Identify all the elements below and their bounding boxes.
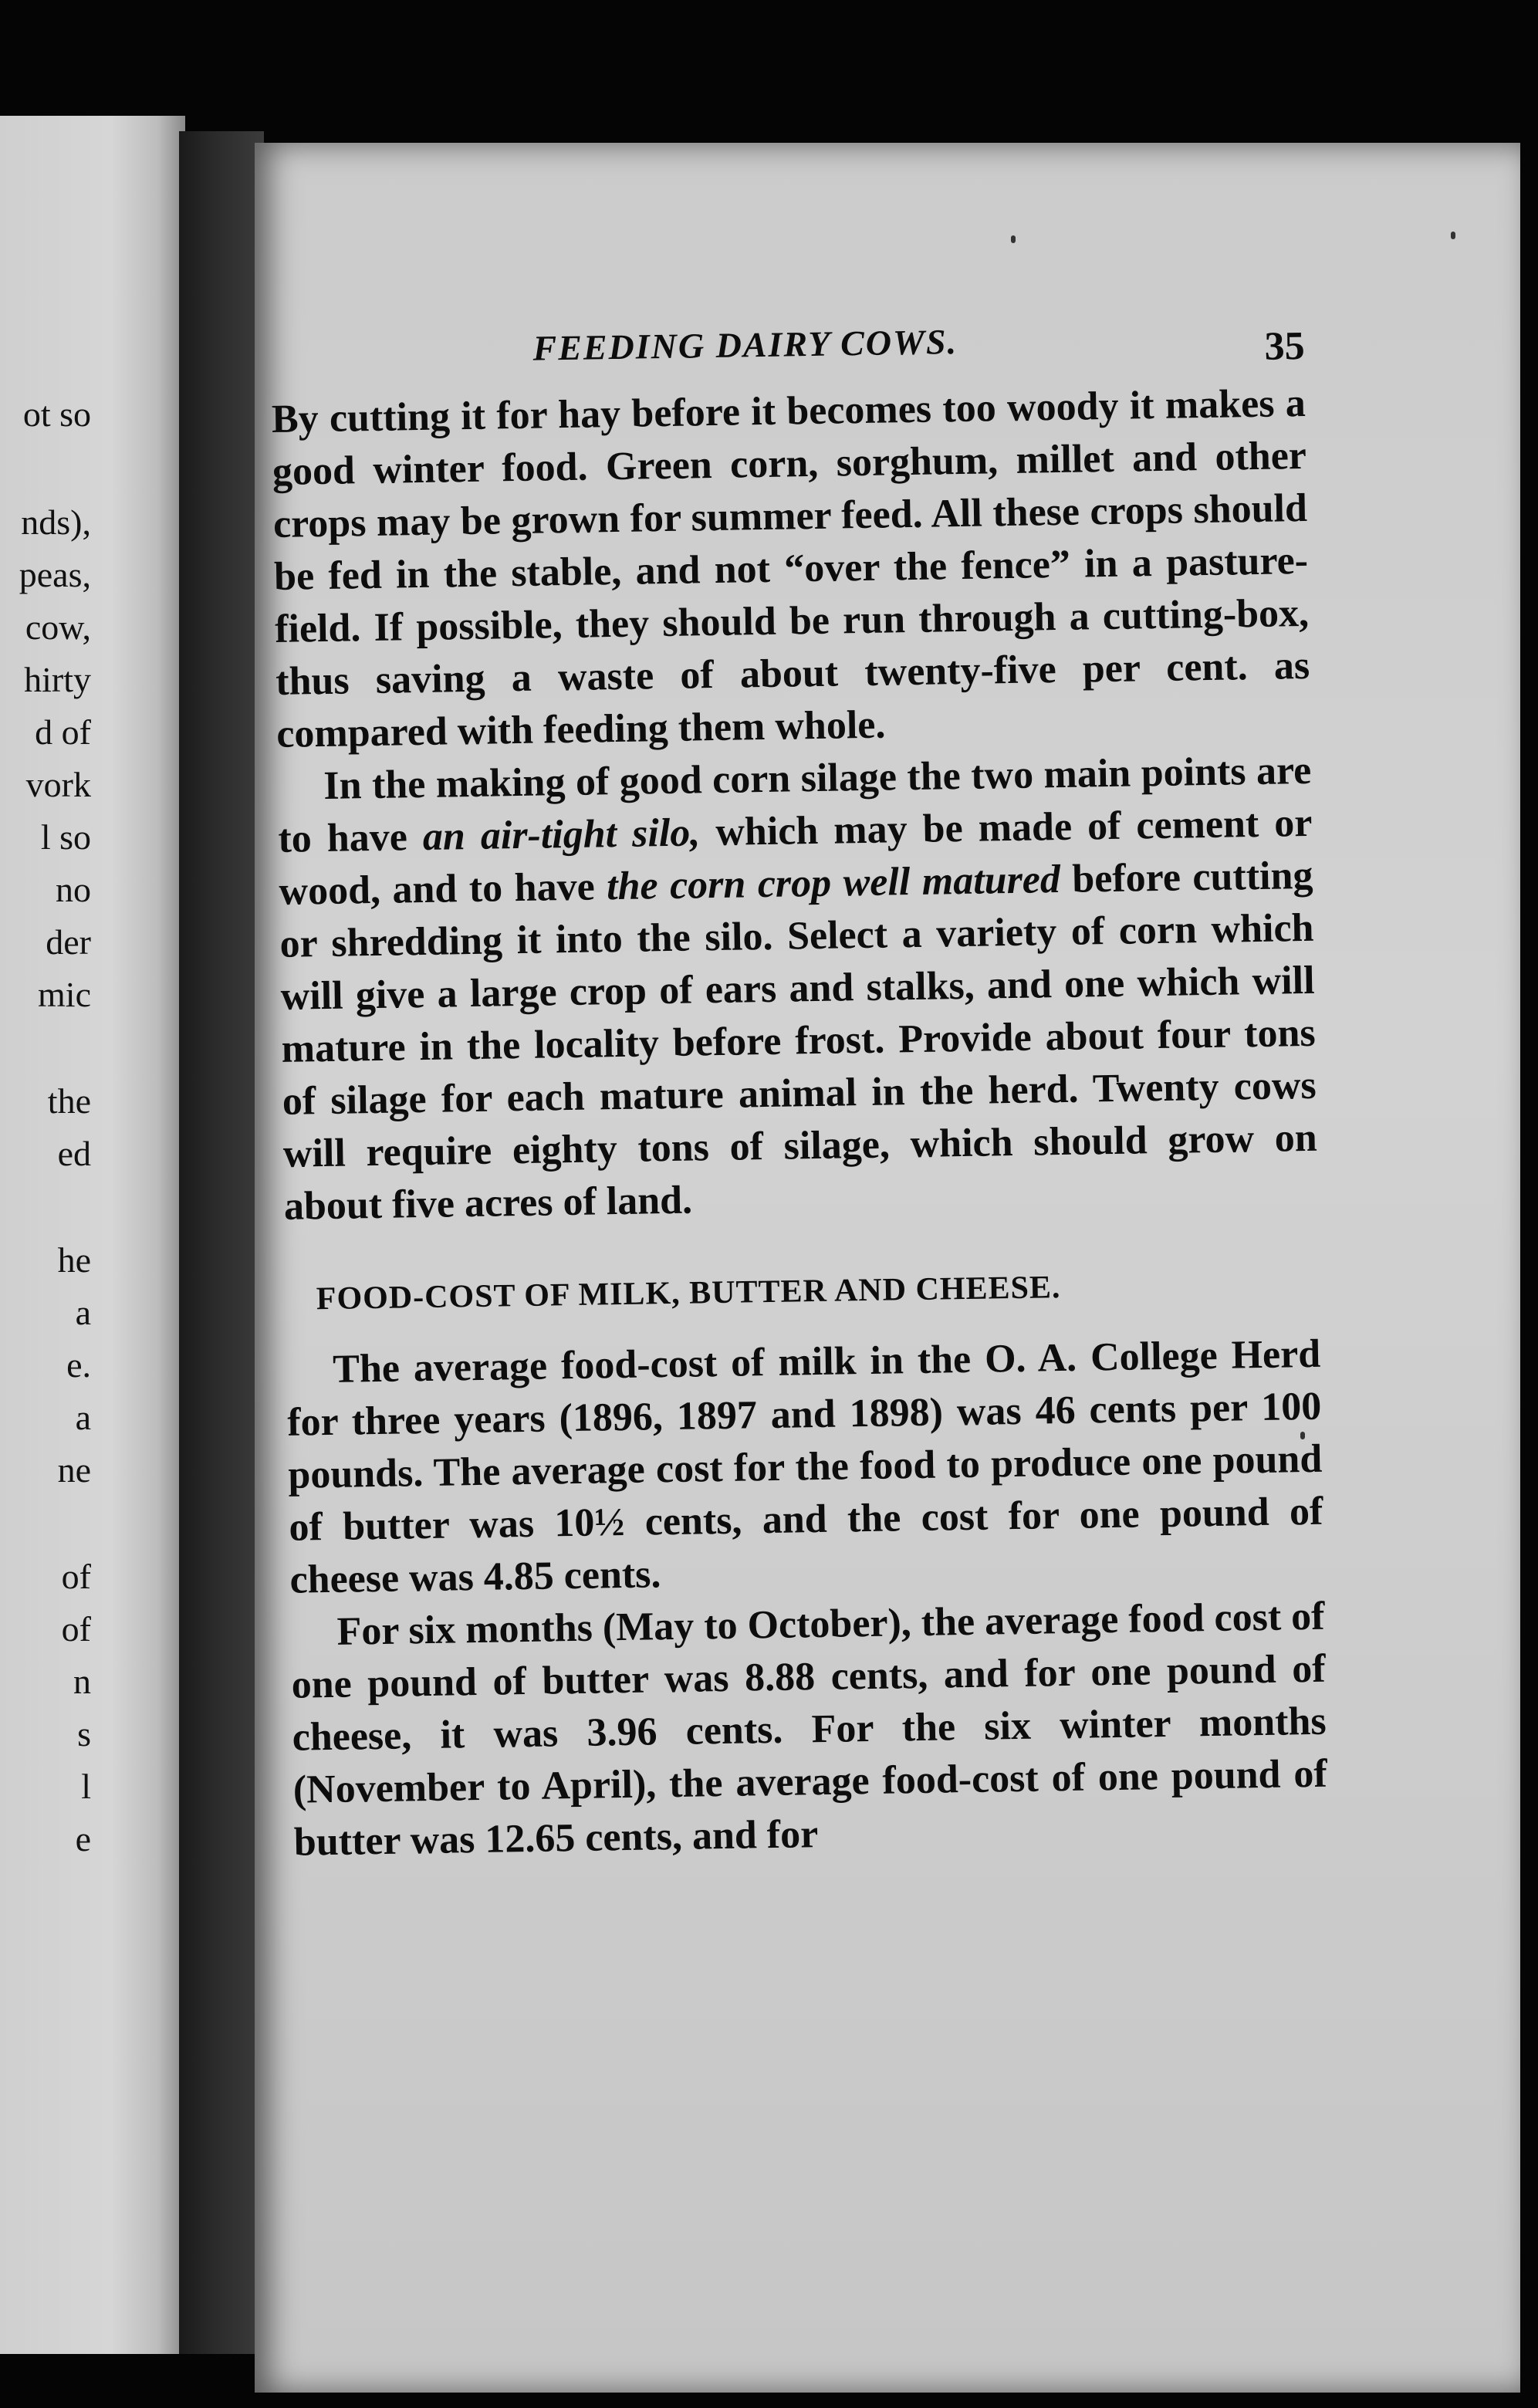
- left-fragment: l so: [40, 817, 91, 857]
- left-facing-page: [0, 116, 185, 2354]
- left-fragment: n: [73, 1662, 91, 1701]
- left-fragment: nds),: [21, 502, 91, 542]
- left-fragment: a: [75, 1398, 91, 1437]
- scan-speck: [1011, 235, 1016, 243]
- paragraph: By cutting it for hay before it becomes too woody it makes a good winter food. Green corn, sorghum, millet and other crops may be grown for summer feed. All these crops should be fed in the stable, and not “over the fence” in a pasture-field. If possible, they should be run through a cutting-box, thus saving a waste of about twenty-five per cent. as compared with feeding them whole.: [271, 380, 1310, 756]
- left-page-text-fragments: [0, 116, 185, 2354]
- left-fragment: ot so: [22, 394, 91, 434]
- left-fragment: hirty: [24, 660, 91, 699]
- left-fragment: vork: [25, 765, 91, 804]
- paragraph-text: In the making of good corn silage the two main points are to have: [278, 748, 1312, 861]
- left-fragment: the: [47, 1081, 91, 1121]
- section-heading: FOOD-COST OF MILK, BUTTER AND CHEESE.: [316, 1270, 1061, 1317]
- emphasis-text: the corn crop well matured: [606, 857, 1061, 909]
- scan-speck: [1451, 232, 1455, 239]
- page-number: 35: [1264, 323, 1306, 369]
- left-fragment: cow,: [25, 607, 91, 647]
- book-gutter-shadow: [179, 131, 264, 2354]
- left-fragment: ne: [57, 1450, 91, 1490]
- left-fragment: of: [61, 1609, 91, 1649]
- paragraph-text: before cutting or shredding it into the silo. Select a variety of corn which will give a large crop of ears and stalks, and one which will mature in the locality before frost. Provide about four tons of silage for each mature animal in the herd. Twenty cows will require eighty tons of silage, which should grow on about five acres of land.: [279, 853, 1318, 1229]
- paragraph: [277, 745, 1318, 1233]
- left-fragment: l: [81, 1767, 91, 1806]
- left-fragment: s: [77, 1714, 91, 1754]
- left-fragment: no: [56, 870, 91, 909]
- left-fragment: he: [57, 1240, 91, 1280]
- left-fragment: e.: [66, 1345, 91, 1385]
- page-content: [270, 308, 1328, 1869]
- left-fragment: peas,: [19, 555, 91, 594]
- left-fragment: of: [61, 1557, 91, 1596]
- paragraph: For six months (May to October), the average food cost of one pound of butter was 8.88 cents, and for one pound of cheese, it was 3.96 cents. For the six winter months (November to April), the average food-cost of one pound of butter was 12.65 cents, and for: [291, 1594, 1328, 1865]
- left-fragment: der: [46, 922, 91, 962]
- left-fragment: ed: [57, 1134, 91, 1173]
- paragraph: The average food-cost of milk in the O. A. College Herd for three years (1896, 1897 and 1898) was 46 cents per 100 pounds. The average cost for the food to produce one pound of butter was 10½ cents, and the cost for one pound of cheese was 4.85 cents.: [286, 1331, 1323, 1602]
- left-fragment: a: [75, 1293, 91, 1332]
- paragraph-text: which may be made of cement or wood, and to have: [279, 800, 1313, 914]
- left-fragment: e: [75, 1819, 91, 1858]
- emphasis-text: an air-tight silo,: [422, 810, 701, 859]
- running-title: FEEDING DAIRY COWS.: [532, 322, 958, 368]
- left-fragment: mic: [38, 975, 91, 1014]
- left-fragment: d of: [35, 712, 91, 752]
